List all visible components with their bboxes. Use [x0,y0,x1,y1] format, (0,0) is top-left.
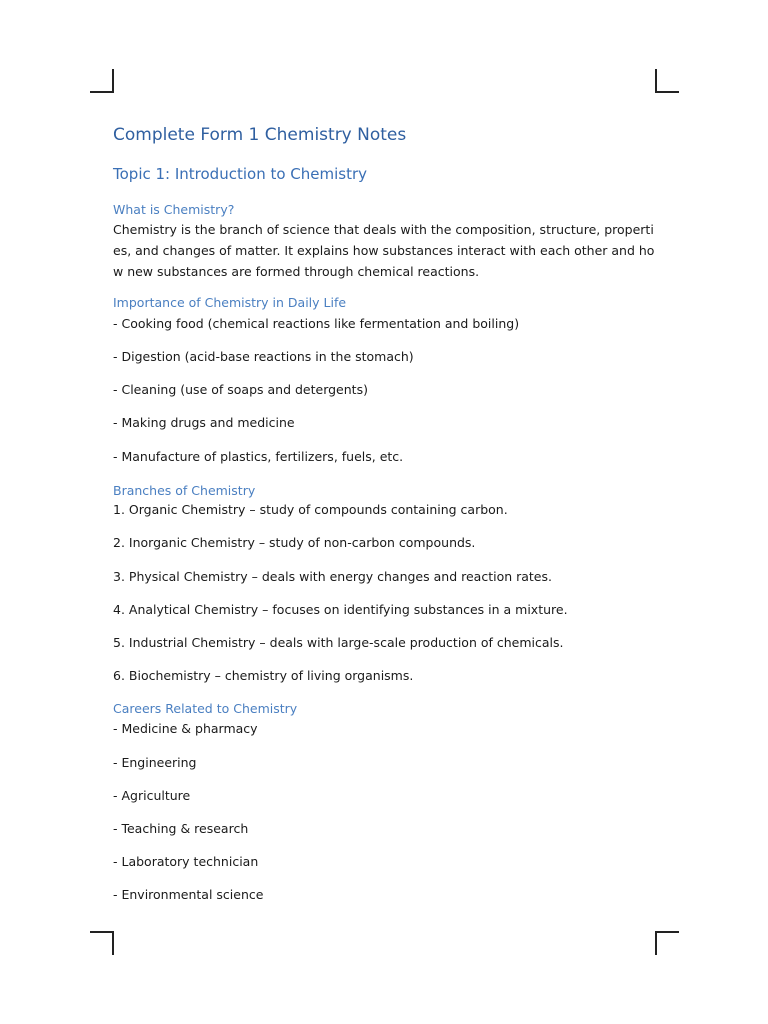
section-heading-careers: Careers Related to Chemistry [113,701,298,716]
crop-mark-top-right [655,69,679,93]
importance-item: - Making drugs and medicine [113,415,295,430]
branch-item: 6. Biochemistry – chemistry of living organisms. [113,668,414,683]
career-item: - Environmental science [113,887,264,902]
career-item: - Engineering [113,755,197,770]
career-item: - Agriculture [113,788,191,803]
branch-item: 4. Analytical Chemistry – focuses on identifying substances in a mixture. [113,602,568,617]
definition-paragraph: Chemistry is the branch of science that deals with the composition, structure, properties, and changes of matter. It explains how substances interact with each other and how new substances are formed through chemical reactions. [113,222,655,279]
career-item: - Teaching & research [113,821,249,836]
crop-mark-bottom-right [655,931,679,955]
section-heading-branches: Branches of Chemistry [113,483,256,498]
branch-item: 1. Organic Chemistry – study of compounds containing carbon. [113,502,508,517]
importance-item: - Manufacture of plastics, fertilizers, fuels, etc. [113,449,404,464]
section-heading-importance: Importance of Chemistry in Daily Life [113,295,347,310]
importance-item: - Cleaning (use of soaps and detergents) [113,382,368,397]
importance-item: - Cooking food (chemical reactions like fermentation and boiling) [113,316,520,331]
branch-item: 5. Industrial Chemistry – deals with large-scale production of chemicals. [113,635,564,650]
topic-heading: Topic 1: Introduction to Chemistry [113,165,368,183]
career-item: - Medicine & pharmacy [113,721,258,736]
branch-item: 2. Inorganic Chemistry – study of non-carbon compounds. [113,535,476,550]
section-heading-what-is: What is Chemistry? [113,202,235,217]
importance-item: - Digestion (acid-base reactions in the stomach) [113,349,414,364]
career-item: - Laboratory technician [113,854,259,869]
crop-mark-top-left [90,69,114,93]
branch-item: 3. Physical Chemistry – deals with energy changes and reaction rates. [113,569,552,584]
document-title: Complete Form 1 Chemistry Notes [113,125,407,145]
crop-mark-bottom-left [90,931,114,955]
